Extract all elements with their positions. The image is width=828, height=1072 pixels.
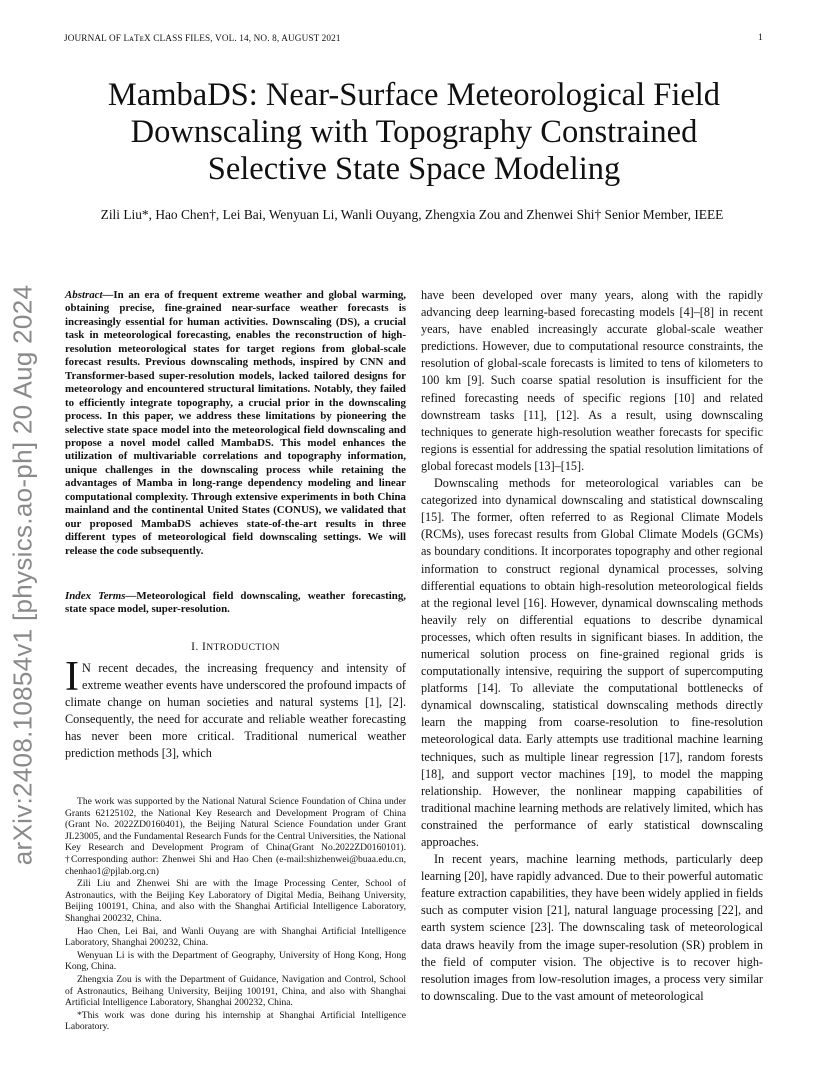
footnote-funding: The work was supported by the National Natural Science Foundation of China under Grants 62125102, the National Key Research and Development Program of China (Grant No. 2022ZD0160401), the Beijing Natural Science Foundation under Grant JL23005, and the Fundamental Research Funds for the Central Universities, the National Key Research and Development Program of China(Grant No.2022ZD0160101). †Corresponding author: Zhenwei Shi and Hao Chen (e-mail:shizhenwei@buaa.edu.cn, chenhao1@pjlab.org.cn) [65,796,406,877]
index-terms [65,590,406,617]
abstract-label: Abstract— [65,289,114,301]
running-header: JOURNAL OF LᴀTᴇX CLASS FILES, VOL. 14, NO. 8, AUGUST 2021 [64,33,341,43]
abstract [65,289,406,558]
introduction-text: N recent decades, the increasing frequency and intensity of extreme weather events have underscored the profound impacts of climate change on human societies and natural systems [1], [2]. Consequently, the need for accurate and reliable weather forecasting has never been more critical. Traditional numerical weather prediction methods [3], which [65,661,406,761]
arxiv-stamp-text: arXiv:2408.10854v1 [physics.ao-ph] 20 Aug 2024 [7,284,38,866]
footnote-affiliation: Zhengxia Zou is with the Department of Guidance, Navigation and Control, School of Astronautics, Beihang University, Beijing 100191, China, and also with Shanghai Artificial Intelligence Laboratory, Shanghai 200232, China. [65,973,406,1009]
page-number: 1 [758,33,763,43]
footnotes [65,796,406,1034]
footnote-internship: *This work was done during his internship at Shanghai Artificial Intelligence Laboratory. [65,1009,406,1033]
right-column [421,287,763,1005]
footnote-affiliation: Hao Chen, Lei Bai, and Wanli Ouyang are with Shanghai Artificial Intelligence Laboratory, Shanghai 200232, China. [65,925,406,949]
body-paragraph: In recent years, machine learning methods, particularly deep learning [20], have rapidly advanced. Due to their powerful automatic feature extraction capabilities, they have been widely applied in fields such as computer vision [21], natural language processing [22], and earth system science [23]. The downscaling task of meteorological data draws heavily from the image super-resolution (SR) problem in the field of computer vision. The objective is to recover high-resolution images from low-resolution images, a process very similar to downscaling. Due to the vast amount of meteorological [421,852,763,1003]
footnote-affiliation: Zili Liu and Zhenwei Shi are with the Image Processing Center, School of Astronautics, with the Beijing Key Laboratory of Digital Media, Beihang University, Beijing 100191, China, and also with the Shanghai Artificial Intelligence Laboratory, Shanghai 200232, China. [65,878,406,924]
body-paragraph: Downscaling methods for meteorological variables can be categorized into dynamical downscaling and statistical downscaling [15]. The former, often referred to as Regional Climate Models (RCMs), uses forecast results from Global Climate Models (GCMs) as boundary conditions. It incorporates topography and other regional information to construct regional dynamical processes, solving differential equations to obtain high-resolution meteorological fields at the regional level [16]. However, dynamical downscaling methods heavily rely on differential equations to describe dynamical processes, which often results in significant biases. In addition, the numerical solution process on fine-grained regional grids is computationally intensive, requiring the support of supercomputing platforms [14]. To alleviate the computational bottlenecks of dynamical downscaling, statistical downscaling methods directly learn the mapping from coarse-resolution to fine-resolution meteorological data. Early attempts use traditional machine learning techniques, such as multiple linear regression [17], random forests [18], and support vector machines [19], to model the mapping relationship. However, the nonlinear mapping capabilities of traditional machine learning methods are relatively limited, which has constrained the performance of early statistical downscaling approaches. [421,476,763,849]
drop-cap: I [65,654,79,700]
footnote-affiliation: Wenyuan Li is with the Department of Geography, University of Hong Kong, Hong Kong, China. [65,949,406,973]
introduction-paragraph [65,654,406,763]
section-heading-introduction: I. INTRODUCTION [191,640,280,653]
abstract-text: In an era of frequent extreme weather and global warming, obtaining precise, fine-grained near-surface weather forecasts is increasingly essential for human activities. Downscaling (DS), a crucial task in meteorological forecasting, enables the reconstruction of high-resolution meteorological states for target regions from global-scale forecast results. Previous downscaling methods, inspired by CNN and Transformer-based super-resolution models, lacked tailored designs for meteorology and encountered structural limitations. Notably, they failed to efficiently integrate topography, a crucial prior in the downscaling process. In this paper, we address these limitations by pioneering the selective state space model into the meteorological field downscaling and propose a novel model called MambaDS. This model enhances the utilization of multivariable correlations and topography information, unique challenges in the downscaling process while retaining the advantages of Mamba in long-range dependency modeling and linear computational complexity. Through extensive experiments in both China mainland and the continental United States (CONUS), we validated that our proposed MambaDS achieves state-of-the-art results in three different types of meteorological field downscaling settings. We will release the code subsequently. [65,289,406,557]
paper-title: MambaDS: Near-Surface Meteorological Field Downscaling with Topography Constrained Selective State Space Modeling [107,77,721,187]
index-terms-text: Meteorological field downscaling, weather forecasting, state space model, super-resolution. [65,590,406,616]
body-paragraph: have been developed over many years, along with the rapidly advancing deep learning-based forecasting models [4]–[8] in recent years, have enabled increasingly accurate global-scale weather predictions. However, due to computational resource constraints, the resolution of global-scale forecasts is limited to tens of kilometers to 100 km [9]. Such coarse spatial resolution is insufficient for the refined forecasting needs of specific regions [10] and related downstream tasks [11], [12]. As a result, using downscaling techniques to generate high-resolution weather forecasts for specific regions is essential for addressing the spatial resolution limitations of global forecast models [13]–[15]. [421,288,763,473]
arxiv-stamp[interactable] [7,250,39,900]
author-list: Zili Liu*, Hao Chen†, Lei Bai, Wenyuan Li, Wanli Ouyang, Zhengxia Zou and Zhenwei Shi† Senior Member, IEEE [100,207,724,222]
index-terms-label: Index Terms— [65,590,137,602]
